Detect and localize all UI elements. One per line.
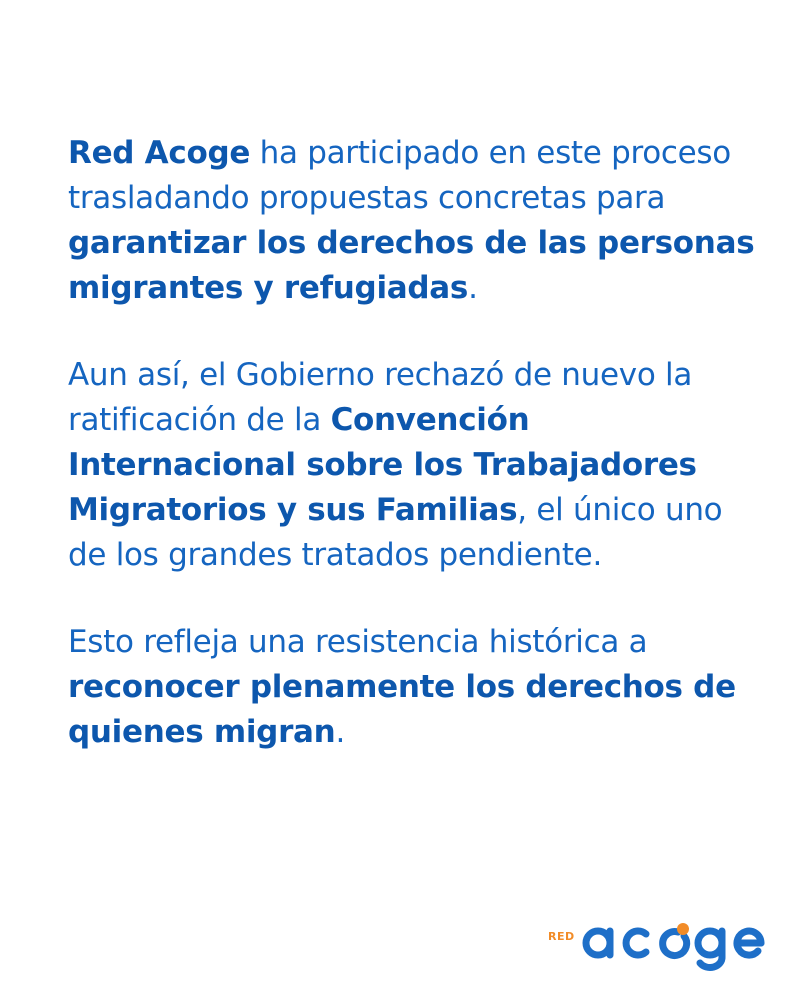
logo-dot-icon bbox=[677, 923, 689, 935]
text-segment: . bbox=[468, 270, 478, 306]
logo-prefix: RED bbox=[548, 930, 575, 943]
text-segment: Aun así, el Gobierno rechazó de nuevo la ratificación de la bbox=[68, 357, 693, 438]
logo-wordmark bbox=[580, 905, 770, 975]
text-segment: reconocer plenamente los derechos de quienes migran bbox=[68, 669, 736, 750]
text-segment: ha participado en este proceso trasladando propuestas concretas para bbox=[68, 135, 731, 216]
paragraph-3 bbox=[68, 620, 758, 755]
red-acoge-logo bbox=[548, 905, 778, 975]
text-segment: . bbox=[335, 714, 346, 750]
paragraph-2 bbox=[68, 353, 758, 578]
text-segment: Red Acoge bbox=[68, 135, 251, 171]
text-segment: Convención Internacional sobre los Trabajadores Migratorios y sus Familias bbox=[68, 402, 697, 528]
text-segment: Esto refleja una resistencia histórica a bbox=[68, 624, 648, 660]
text-segment: , el único uno de los grandes tratados pendiente. bbox=[68, 492, 723, 573]
main-text bbox=[68, 131, 758, 797]
paragraph-1 bbox=[68, 131, 758, 311]
text-segment: garantizar los derechos de las personas migrantes y refugiadas bbox=[68, 225, 755, 306]
